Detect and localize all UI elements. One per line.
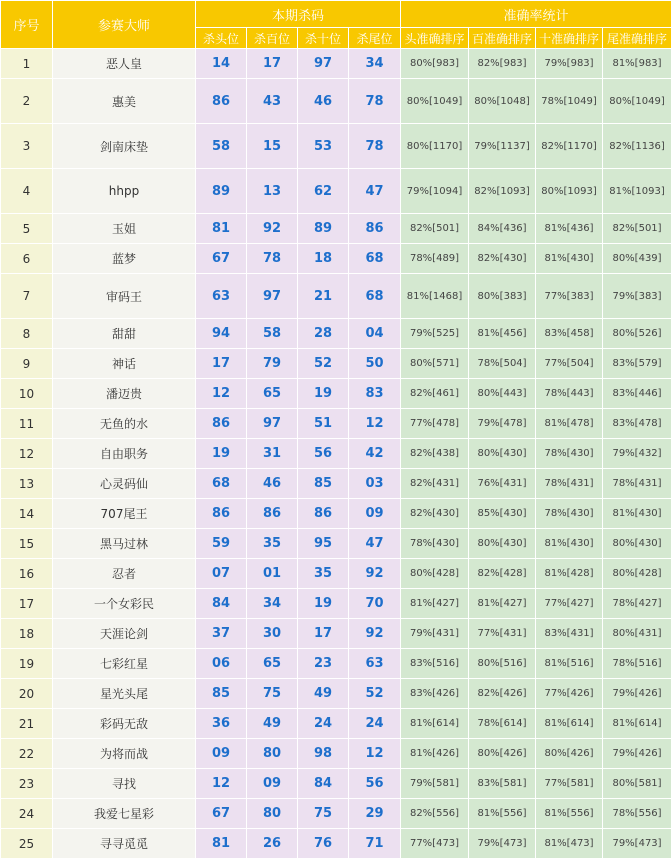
kill-number: 86 <box>298 499 349 529</box>
kill-number: 37 <box>196 619 247 649</box>
master-name: 甜甜 <box>53 319 196 349</box>
accuracy-stat: 79%[983] <box>536 49 603 79</box>
kill-number: 17 <box>196 349 247 379</box>
kill-number: 46 <box>247 469 298 499</box>
table-row <box>1 769 672 799</box>
master-name: 潘迈贵 <box>53 379 196 409</box>
accuracy-stat: 80%[443] <box>469 379 536 409</box>
accuracy-stat: 79%[478] <box>469 409 536 439</box>
accuracy-stat: 83%[426] <box>401 679 469 709</box>
kill-number: 81 <box>196 214 247 244</box>
master-name: 心灵码仙 <box>53 469 196 499</box>
kill-number: 80 <box>247 799 298 829</box>
master-name: 彩码无敌 <box>53 709 196 739</box>
table-row <box>1 319 672 349</box>
table-row <box>1 49 672 79</box>
kill-number: 47 <box>349 169 401 214</box>
accuracy-stat: 77%[426] <box>536 679 603 709</box>
accuracy-stat: 83%[579] <box>603 349 672 379</box>
table-row <box>1 169 672 214</box>
accuracy-stat: 79%[432] <box>603 439 672 469</box>
accuracy-stat: 77%[478] <box>401 409 469 439</box>
accuracy-stat: 80%[526] <box>603 319 672 349</box>
table-row <box>1 469 672 499</box>
header-acc-tens: 十准确排序 <box>536 28 603 49</box>
table-row <box>1 739 672 769</box>
kill-number: 18 <box>298 244 349 274</box>
table-row <box>1 244 672 274</box>
accuracy-stat: 78%[504] <box>469 349 536 379</box>
header-kill-units: 杀尾位 <box>349 28 401 49</box>
kill-number: 85 <box>298 469 349 499</box>
accuracy-stat: 81%[427] <box>401 589 469 619</box>
table-row <box>1 79 672 124</box>
master-name: 神话 <box>53 349 196 379</box>
row-index: 16 <box>1 559 53 589</box>
row-index: 1 <box>1 49 53 79</box>
accuracy-stat: 82%[431] <box>401 469 469 499</box>
row-index: 23 <box>1 769 53 799</box>
accuracy-stat: 82%[426] <box>469 679 536 709</box>
kill-number: 42 <box>349 439 401 469</box>
accuracy-stat: 81%[428] <box>536 559 603 589</box>
kill-number: 09 <box>349 499 401 529</box>
master-name: 审码王 <box>53 274 196 319</box>
accuracy-stat: 83%[458] <box>536 319 603 349</box>
kill-number: 97 <box>298 49 349 79</box>
table-row <box>1 274 672 319</box>
accuracy-stat: 78%[430] <box>401 529 469 559</box>
kill-number: 65 <box>247 379 298 409</box>
master-name: 一个女彩民 <box>53 589 196 619</box>
kill-number: 97 <box>247 274 298 319</box>
header-index: 序号 <box>1 1 53 49</box>
row-index: 13 <box>1 469 53 499</box>
accuracy-stat: 79%[1137] <box>469 124 536 169</box>
kill-number: 86 <box>196 499 247 529</box>
master-name: 忍者 <box>53 559 196 589</box>
accuracy-stat: 81%[556] <box>536 799 603 829</box>
accuracy-stat: 79%[525] <box>401 319 469 349</box>
accuracy-stat: 83%[478] <box>603 409 672 439</box>
accuracy-stat: 80%[430] <box>603 529 672 559</box>
kill-number: 80 <box>247 739 298 769</box>
kill-number: 15 <box>247 124 298 169</box>
row-index: 9 <box>1 349 53 379</box>
kill-number: 12 <box>349 409 401 439</box>
accuracy-stat: 80%[581] <box>603 769 672 799</box>
accuracy-stat: 80%[1093] <box>536 169 603 214</box>
accuracy-stat: 83%[516] <box>401 649 469 679</box>
kill-number: 81 <box>196 829 247 859</box>
kill-number: 84 <box>298 769 349 799</box>
accuracy-stat: 80%[571] <box>401 349 469 379</box>
header-accuracy-group: 准确率统计 <box>401 1 672 28</box>
master-name: 自由职务 <box>53 439 196 469</box>
kill-number: 94 <box>196 319 247 349</box>
kill-number: 35 <box>298 559 349 589</box>
header-acc-units: 尾准确排序 <box>603 28 672 49</box>
accuracy-stat: 78%[516] <box>603 649 672 679</box>
table-row <box>1 124 672 169</box>
kill-number: 75 <box>298 799 349 829</box>
accuracy-stat: 78%[443] <box>536 379 603 409</box>
kill-number: 92 <box>247 214 298 244</box>
table-row <box>1 529 672 559</box>
kill-number: 19 <box>298 379 349 409</box>
kill-number: 92 <box>349 619 401 649</box>
accuracy-stat: 78%[431] <box>603 469 672 499</box>
accuracy-stat: 80%[428] <box>401 559 469 589</box>
kill-number: 67 <box>196 799 247 829</box>
accuracy-stat: 81%[983] <box>603 49 672 79</box>
kill-number: 24 <box>349 709 401 739</box>
table-row <box>1 379 672 409</box>
kill-number: 24 <box>298 709 349 739</box>
header-kill-hundreds: 杀百位 <box>247 28 298 49</box>
row-index: 19 <box>1 649 53 679</box>
row-index: 25 <box>1 829 53 859</box>
master-name: 玉姐 <box>53 214 196 244</box>
accuracy-stat: 79%[426] <box>603 739 672 769</box>
row-index: 24 <box>1 799 53 829</box>
kill-number: 07 <box>196 559 247 589</box>
accuracy-stat: 78%[614] <box>469 709 536 739</box>
accuracy-stat: 81%[456] <box>469 319 536 349</box>
accuracy-stat: 77%[504] <box>536 349 603 379</box>
accuracy-stat: 80%[431] <box>603 619 672 649</box>
table-row <box>1 439 672 469</box>
kill-number: 79 <box>247 349 298 379</box>
accuracy-stat: 80%[1048] <box>469 79 536 124</box>
accuracy-stat: 83%[446] <box>603 379 672 409</box>
accuracy-stat: 79%[426] <box>603 679 672 709</box>
row-index: 2 <box>1 79 53 124</box>
accuracy-stat: 80%[428] <box>603 559 672 589</box>
kill-number: 50 <box>349 349 401 379</box>
kill-number: 68 <box>349 274 401 319</box>
accuracy-stat: 82%[556] <box>401 799 469 829</box>
kill-number: 13 <box>247 169 298 214</box>
kill-number: 89 <box>196 169 247 214</box>
kill-number: 23 <box>298 649 349 679</box>
kill-number: 53 <box>298 124 349 169</box>
master-name: hhpp <box>53 169 196 214</box>
row-index: 8 <box>1 319 53 349</box>
accuracy-stat: 80%[430] <box>469 439 536 469</box>
row-index: 20 <box>1 679 53 709</box>
table-row <box>1 349 672 379</box>
master-name: 剑南床垫 <box>53 124 196 169</box>
accuracy-stat: 80%[439] <box>603 244 672 274</box>
kill-number: 52 <box>298 349 349 379</box>
accuracy-stat: 82%[438] <box>401 439 469 469</box>
accuracy-stat: 81%[556] <box>469 799 536 829</box>
kill-number: 12 <box>196 379 247 409</box>
kill-number: 71 <box>349 829 401 859</box>
master-name: 星光头尾 <box>53 679 196 709</box>
accuracy-stat: 79%[473] <box>469 829 536 859</box>
accuracy-stat: 81%[436] <box>536 214 603 244</box>
accuracy-stat: 83%[431] <box>536 619 603 649</box>
accuracy-stat: 77%[383] <box>536 274 603 319</box>
accuracy-stat: 82%[1136] <box>603 124 672 169</box>
kill-number: 98 <box>298 739 349 769</box>
accuracy-stat: 81%[614] <box>536 709 603 739</box>
kill-number: 19 <box>298 589 349 619</box>
master-name: 恶人皇 <box>53 49 196 79</box>
header-master: 参赛大师 <box>53 1 196 49</box>
accuracy-stat: 81%[614] <box>401 709 469 739</box>
accuracy-stat: 82%[983] <box>469 49 536 79</box>
kill-number: 78 <box>247 244 298 274</box>
accuracy-stat: 80%[1049] <box>401 79 469 124</box>
kill-number: 92 <box>349 559 401 589</box>
row-index: 6 <box>1 244 53 274</box>
accuracy-stat: 76%[431] <box>469 469 536 499</box>
table-row <box>1 559 672 589</box>
kill-number: 89 <box>298 214 349 244</box>
kill-number: 21 <box>298 274 349 319</box>
kill-number: 68 <box>349 244 401 274</box>
kill-number: 63 <box>196 274 247 319</box>
table-row <box>1 214 672 244</box>
row-index: 11 <box>1 409 53 439</box>
master-name: 七彩红星 <box>53 649 196 679</box>
master-name: 蓝梦 <box>53 244 196 274</box>
kill-number: 68 <box>196 469 247 499</box>
kill-number: 28 <box>298 319 349 349</box>
kill-number: 56 <box>298 439 349 469</box>
accuracy-stat: 77%[473] <box>401 829 469 859</box>
master-name: 寻找 <box>53 769 196 799</box>
kill-number: 03 <box>349 469 401 499</box>
kill-number: 49 <box>298 679 349 709</box>
accuracy-stat: 81%[516] <box>536 649 603 679</box>
table-row <box>1 619 672 649</box>
kill-number: 43 <box>247 79 298 124</box>
accuracy-stat: 79%[1094] <box>401 169 469 214</box>
kill-number: 29 <box>349 799 401 829</box>
accuracy-stat: 78%[430] <box>536 499 603 529</box>
kill-number: 83 <box>349 379 401 409</box>
accuracy-stat: 82%[1093] <box>469 169 536 214</box>
accuracy-stat: 77%[431] <box>469 619 536 649</box>
kill-number: 86 <box>196 409 247 439</box>
accuracy-stat: 77%[581] <box>536 769 603 799</box>
master-name: 我爱七星彩 <box>53 799 196 829</box>
table-row <box>1 709 672 739</box>
master-name: 天涯论剑 <box>53 619 196 649</box>
kill-number: 46 <box>298 79 349 124</box>
header-acc-thousands: 头准确排序 <box>401 28 469 49</box>
kill-number: 95 <box>298 529 349 559</box>
table-row <box>1 649 672 679</box>
accuracy-stat: 80%[383] <box>469 274 536 319</box>
kill-number: 17 <box>247 49 298 79</box>
table-header <box>1 1 672 49</box>
kill-number: 14 <box>196 49 247 79</box>
row-index: 15 <box>1 529 53 559</box>
accuracy-stat: 80%[426] <box>469 739 536 769</box>
kill-number: 01 <box>247 559 298 589</box>
row-index: 12 <box>1 439 53 469</box>
master-name: 707尾王 <box>53 499 196 529</box>
kill-number: 76 <box>298 829 349 859</box>
kill-number: 12 <box>349 739 401 769</box>
kill-number: 52 <box>349 679 401 709</box>
kill-number: 62 <box>298 169 349 214</box>
row-index: 21 <box>1 709 53 739</box>
accuracy-stat: 84%[436] <box>469 214 536 244</box>
accuracy-stat: 83%[581] <box>469 769 536 799</box>
kill-number: 06 <box>196 649 247 679</box>
kill-number: 63 <box>349 649 401 679</box>
row-index: 14 <box>1 499 53 529</box>
row-index: 7 <box>1 274 53 319</box>
kill-number: 17 <box>298 619 349 649</box>
kill-number: 47 <box>349 529 401 559</box>
accuracy-stat: 78%[556] <box>603 799 672 829</box>
accuracy-stat: 81%[430] <box>603 499 672 529</box>
accuracy-stat: 81%[426] <box>401 739 469 769</box>
accuracy-stat: 79%[431] <box>401 619 469 649</box>
row-index: 4 <box>1 169 53 214</box>
row-index: 22 <box>1 739 53 769</box>
master-name: 惠美 <box>53 79 196 124</box>
accuracy-stat: 81%[473] <box>536 829 603 859</box>
table-row <box>1 679 672 709</box>
kill-number: 51 <box>298 409 349 439</box>
header-kill-group: 本期杀码 <box>196 1 401 28</box>
accuracy-stat: 80%[983] <box>401 49 469 79</box>
accuracy-stat: 81%[430] <box>536 244 603 274</box>
master-name: 黑马过林 <box>53 529 196 559</box>
accuracy-stat: 82%[1170] <box>536 124 603 169</box>
kill-number: 58 <box>196 124 247 169</box>
accuracy-stat: 78%[489] <box>401 244 469 274</box>
accuracy-stat: 85%[430] <box>469 499 536 529</box>
kill-number: 56 <box>349 769 401 799</box>
accuracy-stat: 82%[430] <box>469 244 536 274</box>
kill-number: 65 <box>247 649 298 679</box>
accuracy-stat: 81%[1093] <box>603 169 672 214</box>
kill-number: 59 <box>196 529 247 559</box>
accuracy-stat: 82%[501] <box>401 214 469 244</box>
kill-number: 19 <box>196 439 247 469</box>
accuracy-stat: 82%[461] <box>401 379 469 409</box>
table-row <box>1 499 672 529</box>
accuracy-stat: 80%[516] <box>469 649 536 679</box>
row-index: 18 <box>1 619 53 649</box>
row-index: 10 <box>1 379 53 409</box>
accuracy-stat: 82%[430] <box>401 499 469 529</box>
kill-number: 84 <box>196 589 247 619</box>
kill-number: 85 <box>196 679 247 709</box>
kill-number: 70 <box>349 589 401 619</box>
master-name: 无鱼的水 <box>53 409 196 439</box>
row-index: 5 <box>1 214 53 244</box>
kill-number: 31 <box>247 439 298 469</box>
accuracy-stat: 81%[427] <box>469 589 536 619</box>
kill-number: 04 <box>349 319 401 349</box>
accuracy-stat: 81%[1468] <box>401 274 469 319</box>
kill-number: 34 <box>247 589 298 619</box>
table-row <box>1 829 672 859</box>
accuracy-stat: 78%[427] <box>603 589 672 619</box>
header-kill-tens: 杀十位 <box>298 28 349 49</box>
master-name: 为将而战 <box>53 739 196 769</box>
table-row <box>1 799 672 829</box>
accuracy-stat: 79%[473] <box>603 829 672 859</box>
accuracy-stat: 81%[614] <box>603 709 672 739</box>
kill-number: 67 <box>196 244 247 274</box>
accuracy-stat: 81%[430] <box>536 529 603 559</box>
kill-number: 58 <box>247 319 298 349</box>
accuracy-stat: 78%[430] <box>536 439 603 469</box>
kill-number: 36 <box>196 709 247 739</box>
master-name: 寻寻觅觅 <box>53 829 196 859</box>
kill-number: 78 <box>349 79 401 124</box>
kill-number: 09 <box>196 739 247 769</box>
kill-number: 35 <box>247 529 298 559</box>
kill-number: 49 <box>247 709 298 739</box>
kill-number: 78 <box>349 124 401 169</box>
kill-number: 86 <box>247 499 298 529</box>
accuracy-stat: 80%[1170] <box>401 124 469 169</box>
kill-number: 30 <box>247 619 298 649</box>
kill-number: 75 <box>247 679 298 709</box>
header-acc-hundreds: 百准确排序 <box>469 28 536 49</box>
kill-number: 97 <box>247 409 298 439</box>
accuracy-stat: 81%[478] <box>536 409 603 439</box>
accuracy-stat: 79%[581] <box>401 769 469 799</box>
kill-number: 34 <box>349 49 401 79</box>
accuracy-stat: 82%[501] <box>603 214 672 244</box>
accuracy-stat: 78%[431] <box>536 469 603 499</box>
accuracy-stat: 80%[426] <box>536 739 603 769</box>
accuracy-stat: 79%[383] <box>603 274 672 319</box>
kill-number: 86 <box>196 79 247 124</box>
row-index: 3 <box>1 124 53 169</box>
table-row <box>1 589 672 619</box>
kill-number: 26 <box>247 829 298 859</box>
table-body <box>1 49 672 859</box>
kill-number: 09 <box>247 769 298 799</box>
header-kill-thousands: 杀头位 <box>196 28 247 49</box>
kill-number: 86 <box>349 214 401 244</box>
row-index: 17 <box>1 589 53 619</box>
accuracy-stat: 80%[1049] <box>603 79 672 124</box>
kill-number: 12 <box>196 769 247 799</box>
table-row <box>1 409 672 439</box>
accuracy-stat: 82%[428] <box>469 559 536 589</box>
accuracy-stat: 77%[427] <box>536 589 603 619</box>
accuracy-stat: 78%[1049] <box>536 79 603 124</box>
accuracy-stat: 80%[430] <box>469 529 536 559</box>
